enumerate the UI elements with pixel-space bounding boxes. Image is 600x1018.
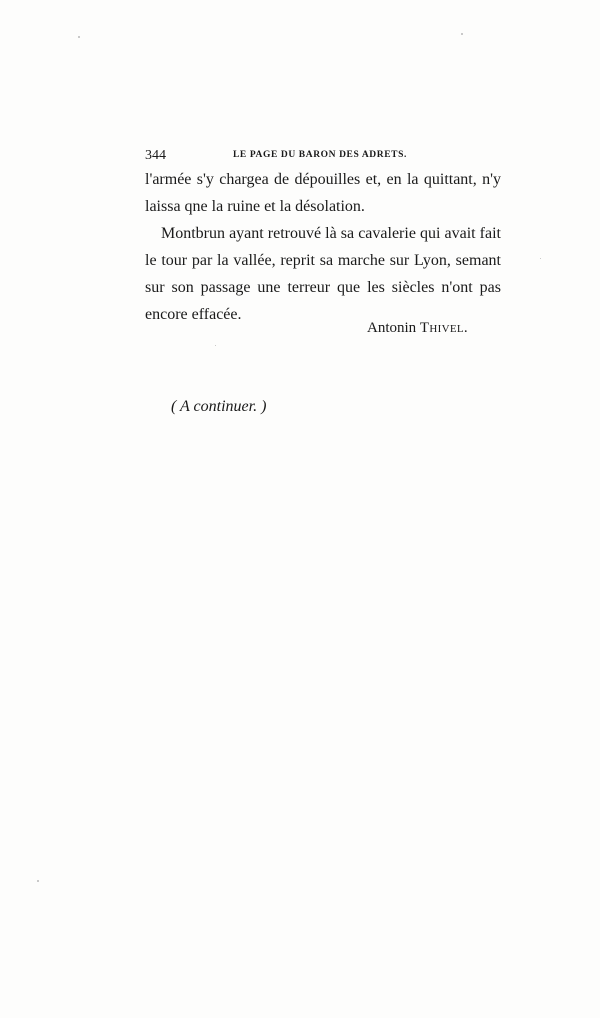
running-title: LE PAGE DU BARON DES ADRETS.	[233, 150, 407, 160]
text-line: Montbrun ayant retrouvé là sa cavalerie qui avait fait	[161, 225, 501, 242]
author-signature	[367, 320, 468, 337]
text-line: laissa qne la ruine et la désolation.	[145, 198, 365, 215]
paper-speck	[461, 33, 463, 35]
author-surname: Thivel.	[419, 320, 468, 336]
text-line: le tour par la vallée, reprit sa marche sur Lyon, semant	[145, 252, 501, 269]
page-number: 344	[145, 148, 166, 163]
text-line: encore effacée.	[145, 306, 242, 323]
paper-speck	[37, 880, 39, 882]
author-first-name: Antonin	[367, 320, 417, 336]
running-head	[145, 148, 505, 164]
text-line: sur son passage une terreur que les siècles n'ont pas	[145, 279, 501, 296]
text-line: l'armée s'y chargea de dépouilles et, en la quittant, n'y	[145, 171, 501, 188]
paper-speck	[78, 36, 80, 38]
paper-speck	[540, 258, 541, 259]
body-text	[145, 166, 501, 328]
continuation-note: ( A continuer. )	[171, 398, 267, 415]
paper-speck	[215, 345, 216, 346]
